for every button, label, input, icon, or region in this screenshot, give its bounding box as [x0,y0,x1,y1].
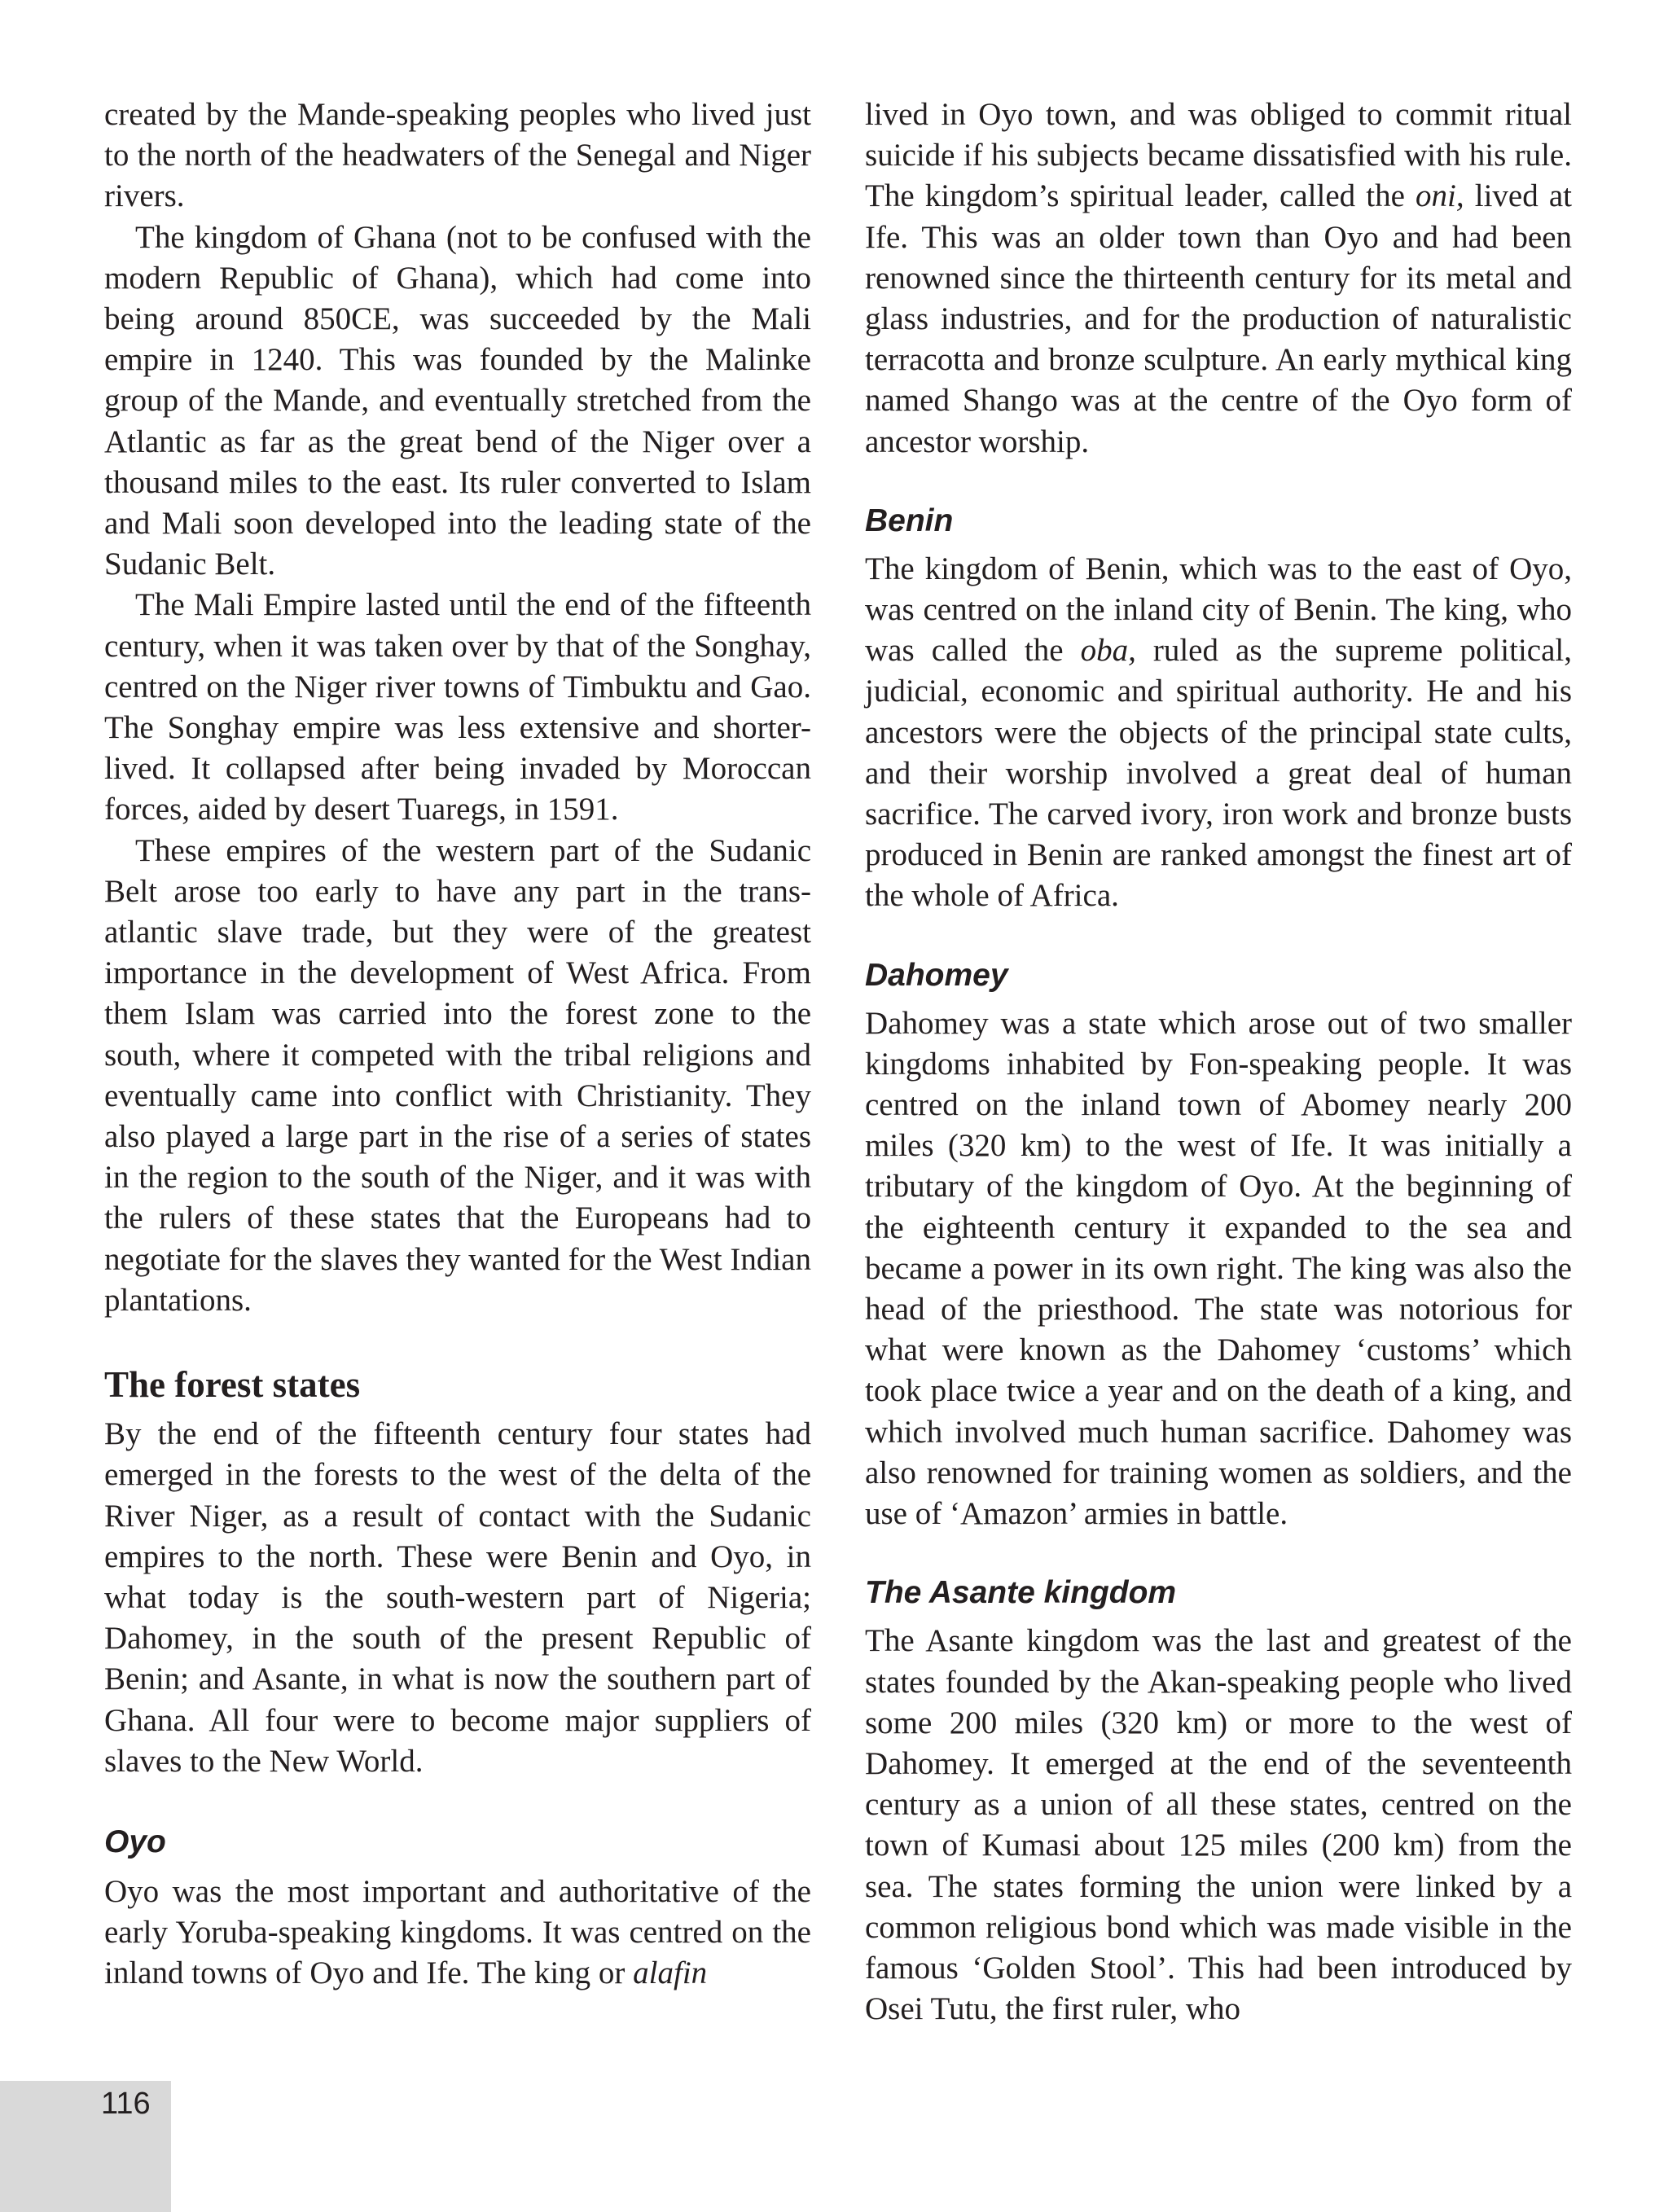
paragraph-songhay: The Mali Empire lasted until the end of the fifteenth century, when it was taken over by that of the Songhay, centred on the Niger river towns of Timbuktu and Gao. The Songhay empire was less extensive and shorter-lived. It collapsed after being invaded by Moroccan forces, aided by desert Tuaregs, in 1591. [104,587,811,827]
paragraph-forest-states: By the end of the fifteenth century four states had emerged in the forests to the west of the delta of the River Niger, as a result of contact with the Sudanic empires to the north. These were Benin and Oyo, in what today is the south-western part of Nigeria; Dahomey, in the south of the present Republic of Benin; and Asante, in what is now the southern part of Ghana. All four were to become major suppliers of slaves to the New World. [104,1416,811,1779]
right-column [865,94,1572,2030]
paragraph-asante: The Asante kingdom was the last and greatest of the states founded by the Akan-speaking people who lived some 200 miles (320 km) or more to the west of Dahomey. It emerged at the end of the seventeenth century as a union of all these states, centred on the town of Kumasi about 125 miles (200 km) from the sea. The states forming the union were linked by a common religious bond which was made visible in the famous ‘Golden Stool’. This had been introduced by Osei Tutu, the first ruler, who [865,1623,1572,2027]
oyo-text: Oyo was the most important and authoritative of the early Yoruba-speaking kingdoms. It was centred on the inland towns of Oyo and Ife. The king or [104,1873,811,1991]
term-alafin: alafin [633,1955,708,1991]
benin-text-1: The kingdom of Benin, which was to the east of Oyo, was centred on the inland city of Benin. The king, who was called the [865,551,1572,669]
paragraph-dahomey: Dahomey was a state which arose out of two smaller kingdoms inhabited by Fon-speaking people. It was centred on the inland town of Abomey nearly 200 miles (320 km) to the west of Ife. It was initially a tributary of the kingdom of Oyo. At the beginning of the eighteenth century it expanded to the sea and became a power in its own right. The king was also the head of the priesthood. The state was notorious for what were known as the Dahomey ‘customs’ which took place twice a year and on the death of a king, and which involved much human sacrifice. Dahomey was also renowned for training women as soldiers, and the use of ‘Amazon’ armies in battle. [865,1005,1572,1532]
page-number: 116 [101,2087,151,2121]
section-heading-forest-states: The forest states [104,1364,361,1406]
paragraph-ghana-mali: The kingdom of Ghana (not to be confused with the modern Republic of Ghana), which had come into being around 850CE, was succeeded by the Mali empire in 1240. This was founded by the Malinke group of the Mande, and eventually stretched from the Atlantic as far as the great bend of the Niger over a thousand miles to the east. Its ruler converted to Islam and Mali soon developed into the leading state of the Sudanic Belt. [104,219,811,582]
left-column [104,94,811,1995]
subheading-asante: The Asante kingdom [865,1575,1177,1611]
paragraph-oyo [104,1872,811,1995]
benin-text-2: ruled as the supreme political, judicial, economic and spiritual authority. He and his ancestors were the objects of the principal state cults, and their worship involved a great deal of human sacrifice. The carved ivory, iron work and bronze busts produced in Benin are ranked amongst the finest art of the whole of Africa. [865,633,1572,914]
oyo-cont-text-2: lived at Ife. This was an older town than Oyo and had been renowned since the thirteenth century for its metal and glass industries, and for the production of naturalistic terracotta and bronze sculpture. An early mythical king named Shango was at the centre of the Oyo form of ancestor worship. [865,178,1572,459]
paragraph-oyo-continued [865,94,1572,463]
term-oba: oba, [1080,633,1136,669]
paragraph-mande: created by the Mande-speaking peoples who lived just to the north of the headwaters of the Senegal and Niger rivers. [104,97,811,214]
subheading-benin: Benin [865,503,954,538]
oyo-cont-text-1: lived in Oyo town, and was obliged to commit ritual suicide if his subjects became dissatisfied with his rule. The kingdom’s spiritual leader, called the [865,97,1572,214]
subheading-dahomey: Dahomey [865,957,1008,993]
paragraph-sudanic-empires: These empires of the western part of the Sudanic Belt arose too early to have any part in the trans-atlantic slave trade, but they were of the greatest importance in the development of West Africa. From them Islam was carried into the forest zone to the south, where it competed with the tribal religions and eventually came into conflict with Christianity. They also played a large part in the rise of a series of states in the region to the south of the Niger, and it was with the rulers of these states that the Europeans had to negotiate for the slaves they wanted for the West Indian plantations. [104,832,811,1318]
paragraph-benin [865,549,1572,917]
term-oni: oni, [1416,178,1464,214]
subheading-oyo: Oyo [104,1824,166,1859]
